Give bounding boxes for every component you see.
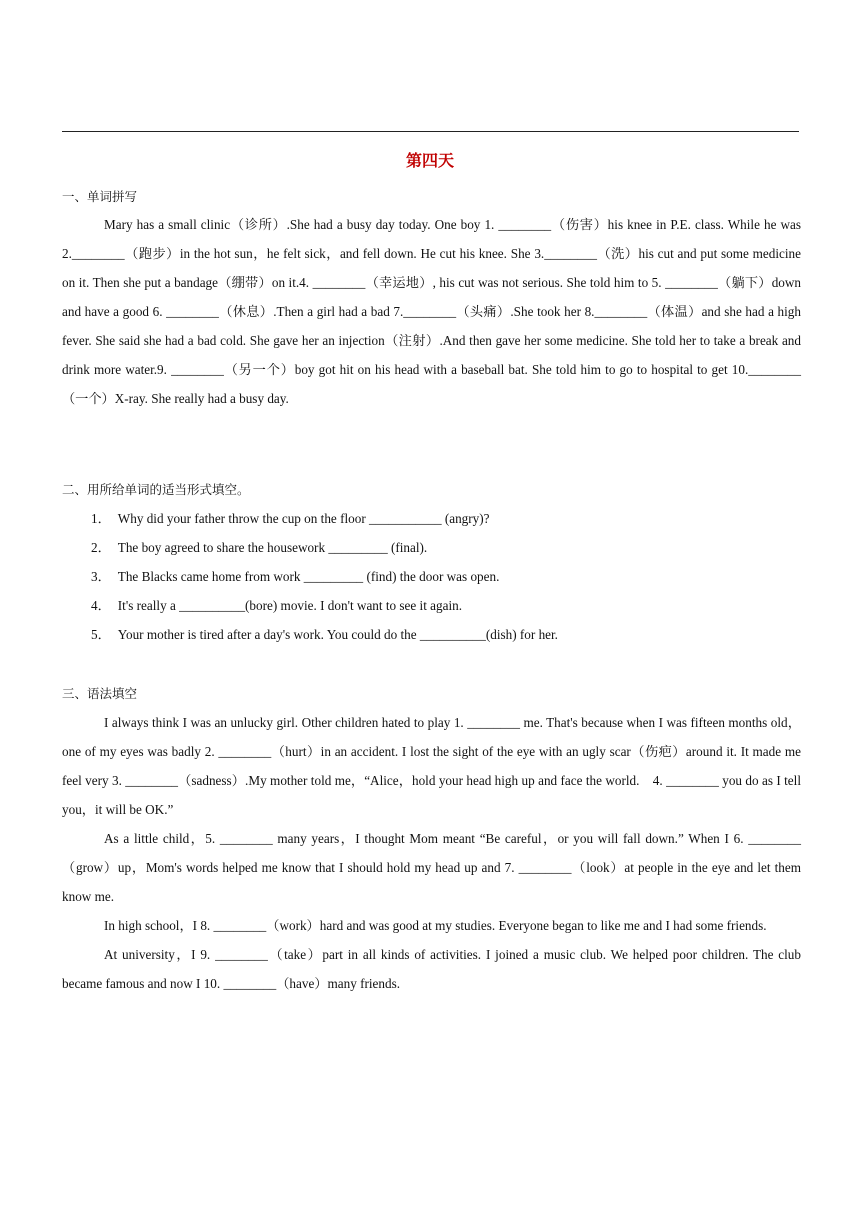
passage-paragraph: As a little child，5. ________ many years，I thought Mom meant “Be careful，or you will fall down.” When I 6. ________（grow）up，Mom's words helped me know that I should hold my head up and 7. ________（look）at people in the eye and let them know me.	[62, 831, 801, 904]
question-number: 1．	[91, 511, 111, 526]
question-item	[91, 624, 558, 643]
section1-heading: 一、单词拼写	[62, 189, 138, 204]
question-text: Why did your father throw the cup on the floor ___________ (angry)?	[117, 511, 490, 526]
section2-heading: 二、用所给单词的适当形式填空。	[62, 482, 250, 497]
question-number: 3．	[91, 569, 111, 584]
passage-paragraph: Mary has a small clinic（诊所）.She had a busy day today. One boy 1. ________（伤害）his knee in P.E. class. While he was 2.________（跑步）in the hot sun，he felt sick，and fell down. He cut his knee. She 3.________（洗）his cut and put some medicine on it. Then she put a bandage（绷带）on it.4. ________（幸运地）, his cut was not serious. She told him to 5. ________（躺下）down and have a good 6. ________（休息）.Then a girl had a bad 7.________（头痛）.She took her 8.________（体温）and she had a high fever. She said she had a bad cold. She gave her an injection（注射）.And then gave her some medicine. She told her to take a break and drink more water.9. ________（另一个）boy got hit on his head with a baseball bat. She told him to go to hospital to get 10.________（一个）X-ray. She really had a busy day.	[62, 217, 801, 406]
question-number: 4．	[91, 598, 111, 613]
passage-paragraph: In high school，I 8. ________（work）hard and was good at my studies. Everyone began to like me and I had some friends.	[104, 918, 767, 933]
section3-passage	[62, 708, 801, 998]
header-rule	[62, 131, 799, 132]
section1-passage	[62, 210, 801, 413]
passage-paragraph: At university，I 9. ________（take）part in all kinds of activities. I joined a music club. We helped poor children. The club became famous and now I 10. ________（have）many friends.	[62, 947, 801, 991]
question-number: 2．	[91, 540, 111, 555]
question-item	[91, 595, 462, 614]
question-number: 5．	[91, 627, 111, 642]
page-title: 第四天	[405, 151, 454, 170]
question-item	[91, 566, 499, 585]
question-text: It's really a __________(bore) movie. I don't want to see it again.	[117, 598, 463, 613]
section3-heading: 三、语法填空	[62, 686, 138, 701]
question-text: The boy agreed to share the housework _________ (final).	[117, 540, 428, 555]
question-item	[91, 508, 490, 527]
question-text: The Blacks came home from work _________ (find) the door was open.	[117, 569, 500, 584]
passage-paragraph: I always think I was an unlucky girl. Other children hated to play 1. ________ me. That's because when I was fifteen months old，one of my eyes was badly 2. ________（hurt）in an accident. I lost the sight of the eye with an ugly scar（伤疤）around it. It made me feel very 3. ________（sadness）.My mother told me，“Alice，hold your head high up and face the world. 4. ________ you do as I tell you，it will be OK.”	[62, 715, 801, 817]
question-item	[91, 537, 427, 556]
question-text: Your mother is tired after a day's work. You could do the __________(dish) for her.	[117, 627, 558, 642]
